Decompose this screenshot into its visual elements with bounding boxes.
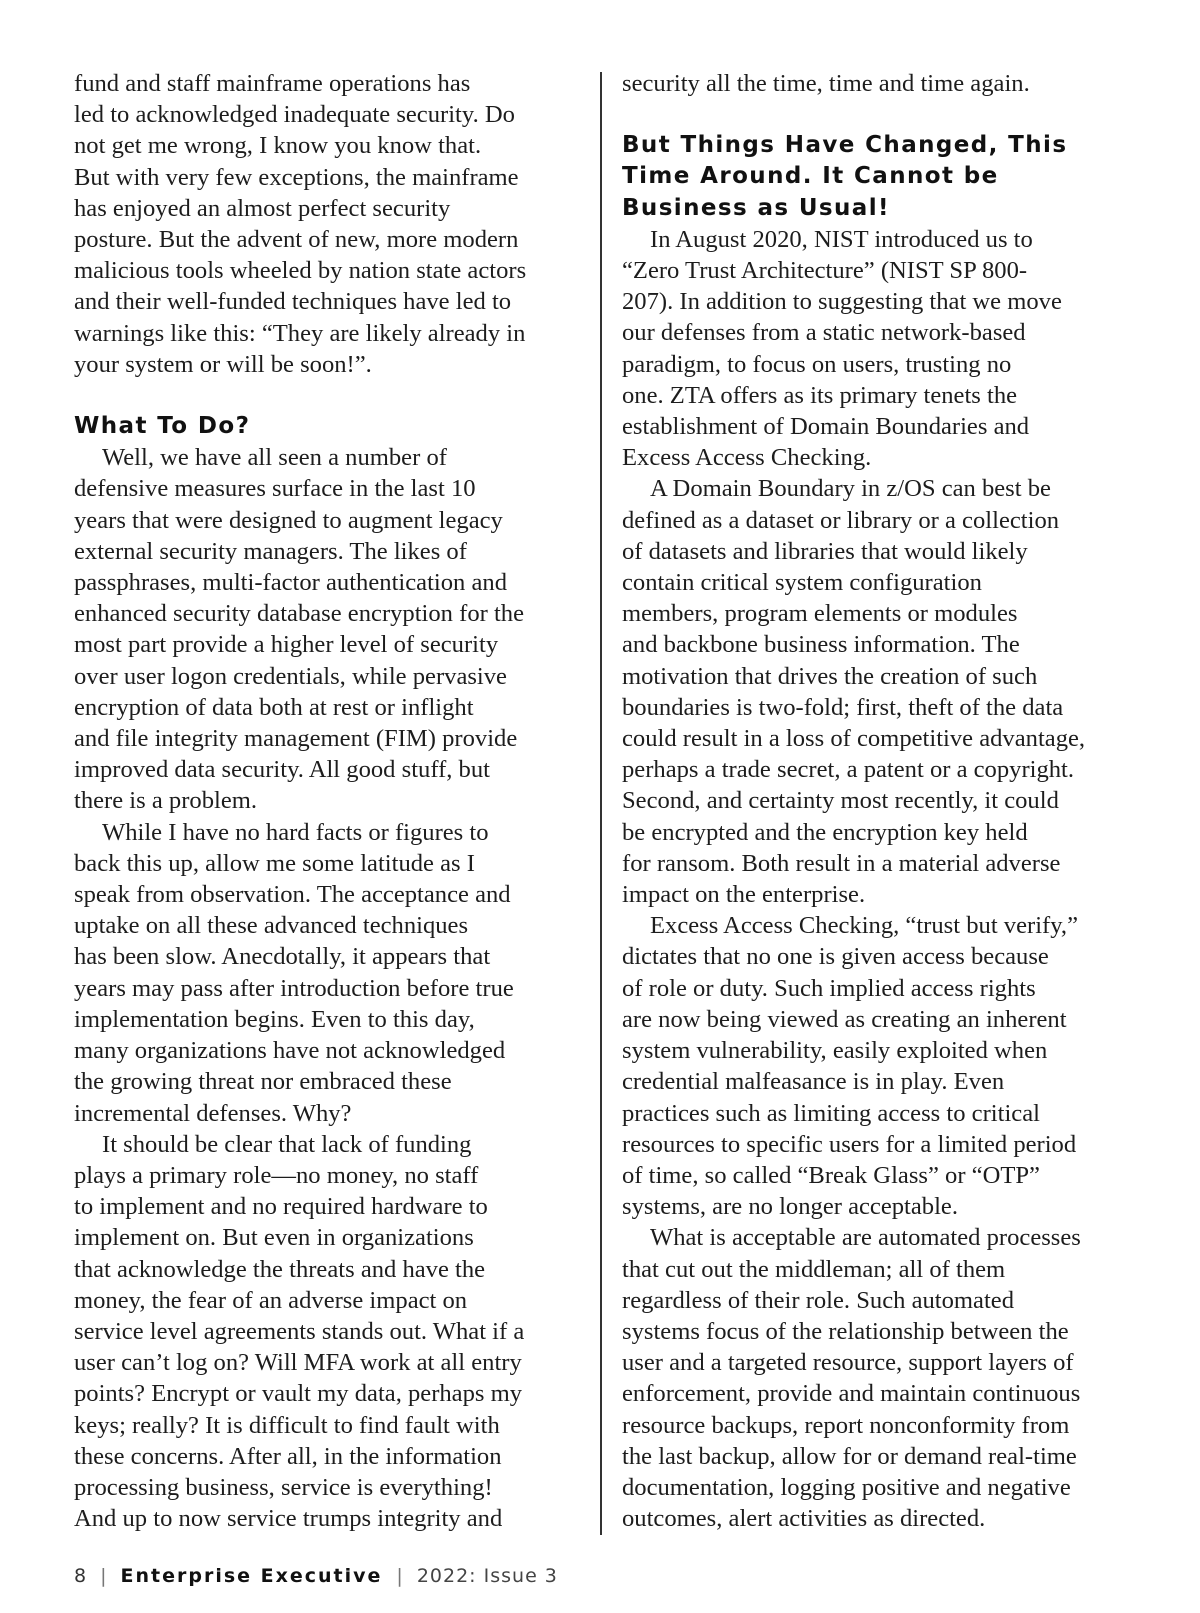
body-text-line: to implement and no required hardware to [74,1193,488,1221]
body-text-line: be encrypted and the encryption key held [622,818,1028,846]
body-text-line: credential malfeasance is in play. Even [622,1068,1005,1096]
body-text-line: years may pass after introduction before true [74,974,514,1002]
body-text-line: could result in a loss of competitive advantage, [622,725,1086,753]
body-text-line: And up to now service trumps integrity and [74,1505,503,1533]
body-text-line: points? Encrypt or vault my data, perhaps my [74,1380,523,1408]
body-text-line: perhaps a trade secret, a patent or a copyright. [622,756,1075,784]
body-text-line: boundaries is two-fold; first, theft of the data [622,693,1064,721]
body-text-line: and backbone business information. The [622,631,1020,659]
body-text-line: impact on the enterprise. [622,881,866,909]
body-text-line: practices such as limiting access to critical [622,1099,1040,1127]
body-text-line: paradigm, to focus on users, trusting no [622,350,1012,378]
body-text-line: In August 2020, NIST introduced us to [650,225,1033,253]
section-heading: But Things Have Changed, This [622,132,1068,159]
footer-separator: | [100,1565,107,1587]
body-text-line: plays a primary role—no money, no staff [74,1161,479,1189]
column-divider [600,72,602,1535]
body-text-line: fund and staff mainframe operations has [74,70,471,97]
left-column [74,68,579,1534]
body-text-line: the last backup, allow for or demand real-time [622,1442,1077,1470]
body-text-line: enforcement, provide and maintain continuous [622,1380,1081,1408]
body-text-line: speak from observation. The acceptance and [74,881,511,909]
body-text-line: dictates that no one is given access because [622,943,1049,971]
body-text-line: implementation begins. Even to this day, [74,1005,475,1033]
body-text-line: Second, and certainty most recently, it could [622,787,1059,815]
body-text-line: money, the fear of an adverse impact on [74,1286,468,1314]
section-heading: What To Do? [74,413,251,440]
section-heading: Time Around. It Cannot be [622,163,999,190]
body-text-line: and their well-funded techniques have led to [74,288,512,316]
body-text-line: that cut out the middleman; all of them [622,1255,1006,1283]
body-text-line: implement on. But even in organizations [74,1224,474,1252]
body-text-line: years that were designed to augment legacy [74,506,503,534]
body-text-line: passphrases, multi-factor authentication and [74,569,507,597]
body-text-line: user and a targeted resource, support layers of [622,1349,1074,1377]
body-text-line: Excess Access Checking, “trust but verify,” [650,912,1078,940]
body-text-line: warnings like this: “They are likely already in [74,319,526,347]
issue-label: 2022: Issue 3 [416,1565,558,1587]
body-text-line: members, program elements or modules [622,600,1018,628]
body-text-line: improved data security. All good stuff, but [74,756,490,784]
body-text-line: uptake on all these advanced techniques [74,912,469,940]
page-footer [74,1565,558,1587]
body-text-line: of role or duty. Such implied access rights [622,974,1036,1002]
body-text-line: led to acknowledged inadequate security. Do [74,101,515,129]
body-text-line: motivation that drives the creation of such [622,662,1038,690]
body-text-line: But with very few exceptions, the mainframe [74,163,519,191]
body-text-line: Well, we have all seen a number of [102,444,447,472]
body-text-line: the growing threat nor embraced these [74,1068,452,1096]
body-text-line: are now being viewed as creating an inherent [622,1005,1067,1033]
body-text-line: of time, so called “Break Glass” or “OTP” [622,1161,1040,1189]
body-text-line: has enjoyed an almost perfect security [74,194,451,222]
body-text-line: has been slow. Anecdotally, it appears that [74,943,491,971]
body-text-line: A Domain Boundary in z/OS can best be [650,475,1051,503]
right-column [622,68,1127,1534]
body-text-line: system vulnerability, easily exploited when [622,1037,1048,1065]
body-text-line: Excess Access Checking. [622,444,872,472]
body-text-line: What is acceptable are automated processes [650,1224,1081,1252]
body-text-line: documentation, logging positive and negative [622,1473,1071,1501]
body-text-line: systems focus of the relationship between the [622,1317,1069,1345]
body-text-line: defensive measures surface in the last 10 [74,475,476,503]
body-text-line: there is a problem. [74,787,258,815]
body-text-line: malicious tools wheeled by nation state actors [74,257,527,285]
paragraph-gap [74,380,579,411]
body-text-line: It should be clear that lack of funding [102,1130,472,1158]
body-text-line: resource backups, report nonconformity from [622,1411,1070,1439]
body-text-line: many organizations have not acknowledged [74,1037,506,1065]
body-text-line: processing business, service is everything! [74,1473,493,1501]
body-text-line: establishment of Domain Boundaries and [622,413,1030,441]
body-text-line: not get me wrong, I know you know that. [74,132,482,160]
body-text-line: of datasets and libraries that would likely [622,537,1028,565]
body-text-line: service level agreements stands out. What if a [74,1317,525,1345]
body-text-line: our defenses from a static network-based [622,319,1026,347]
body-text-line: that acknowledge the threats and have the [74,1255,486,1283]
body-text-line: keys; really? It is difficult to find fault with [74,1411,500,1439]
body-text-line: defined as a dataset or library or a collection [622,506,1060,534]
body-text-line: resources to specific users for a limited period [622,1130,1077,1158]
body-text-line: posture. But the advent of new, more modern [74,226,519,254]
body-text-line: enhanced security database encryption for the [74,600,525,628]
body-text-line: external security managers. The likes of [74,537,467,565]
body-text-line: security all the time, time and time again. [622,70,1030,97]
magazine-title: Enterprise Executive [120,1565,383,1587]
page-number: 8 [74,1565,87,1587]
body-text-line: “Zero Trust Architecture” (NIST SP 800- [622,257,1028,285]
body-text-line: contain critical system configuration [622,569,982,597]
body-text-line: user can’t log on? Will MFA work at all entry [74,1349,522,1377]
body-text-line: encryption of data both at rest or inflight [74,693,474,721]
body-text-line: systems, are no longer acceptable. [622,1193,958,1221]
body-text-line: incremental defenses. Why? [74,1099,352,1127]
paragraph-gap [622,99,1127,130]
body-text-line: your system or will be soon!”. [74,350,372,378]
body-text-line: outcomes, alert activities as directed. [622,1505,986,1533]
body-text-line: regardless of their role. Such automated [622,1286,1014,1314]
body-text-line: most part provide a higher level of security [74,631,499,659]
body-text-line: over user logon credentials, while pervasive [74,662,507,690]
body-text-line: back this up, allow me some latitude as I [74,849,475,877]
footer-separator: | [396,1565,403,1587]
body-text-line: these concerns. After all, in the information [74,1442,502,1470]
section-heading: Business as Usual! [622,194,890,221]
body-text-line: and file integrity management (FIM) provide [74,725,518,753]
body-text-line: for ransom. Both result in a material adverse [622,849,1061,877]
body-text-line: While I have no hard facts or figures to [102,818,489,846]
body-text-line: one. ZTA offers as its primary tenets the [622,381,1018,409]
body-text-line: 207). In addition to suggesting that we move [622,288,1062,316]
